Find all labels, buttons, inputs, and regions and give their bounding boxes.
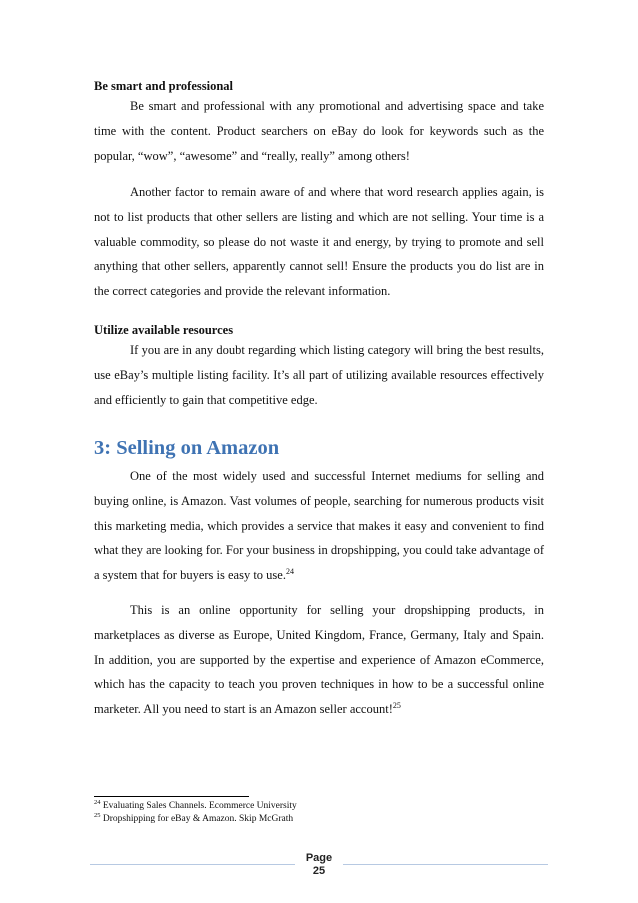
- page-number-block: [296, 852, 342, 878]
- footnote-number: 25: [94, 811, 101, 819]
- footnote-25: [94, 813, 293, 826]
- footer-rule-left: [90, 864, 295, 865]
- paragraph-amazon-opportunity-text: This is an online opportunity for selling your dropshipping products, in marketplaces as diverse as Europe, United Kingdom, France, Germany, Italy and Spain. In addition, you are supported by the expertise and experience of Amazon eCommerce, which has the capacity to teach you proven techniques in how to be a successful online marketer. All you need to start is an Amazon seller account!: [94, 603, 544, 717]
- footnote-ref-25: 25: [392, 701, 401, 711]
- footnote-separator: [94, 796, 249, 797]
- section-heading-be-smart: Be smart and professional: [94, 79, 234, 93]
- footnote-number: 24: [94, 798, 101, 806]
- paragraph-amazon-opportunity: [94, 598, 544, 722]
- paragraph-utilize-resources: If you are in any doubt regarding which listing category will bring the best results, use eBay’s multiple listing facility. It’s all part of utilizing available resources effectively and efficiently to gain that competitive edge.: [94, 343, 544, 407]
- paragraph-amazon-intro-text: One of the most widely used and successful Internet mediums for selling and buying online, is Amazon. Vast volumes of people, searching for numerous products visit this marketing media, which provides a service that makes it easy and convenient to find what they are looking for. For your business in dropshipping, you could take advantage of a system that for buyers is easy to use.: [94, 469, 544, 583]
- footnote-24: [94, 800, 297, 813]
- section-heading-utilize-resources: Utilize available resources: [94, 323, 234, 337]
- page-number: 25: [312, 865, 326, 877]
- paragraph-amazon-intro: [94, 464, 544, 588]
- paragraph-be-smart: Be smart and professional with any promotional and advertising space and take time with the content. Product searchers on eBay do look for keywords such as the popular, “wow”, “awesome” and “really, really” among others!: [94, 99, 544, 163]
- footnote-text: Dropshipping for eBay & Amazon. Skip McGrath: [102, 814, 294, 824]
- footnote-ref-24: 24: [285, 567, 294, 577]
- chapter-title: 3: Selling on Amazon: [94, 437, 280, 459]
- paragraph-another-factor: Another factor to remain aware of and where that word research applies again, is not to list products that other sellers are listing and which are not selling. Your time is a valuable commodity, so please do not waste it and energy, by trying to promote and sell anything that other sellers, apparently cannot sell! Ensure the products you do list are in the correct categories and provide the relevant information.: [94, 185, 544, 299]
- footer-rule-right: [343, 864, 548, 865]
- page-label: Page: [305, 852, 333, 864]
- footnote-text: Evaluating Sales Channels. Ecommerce University: [102, 801, 297, 811]
